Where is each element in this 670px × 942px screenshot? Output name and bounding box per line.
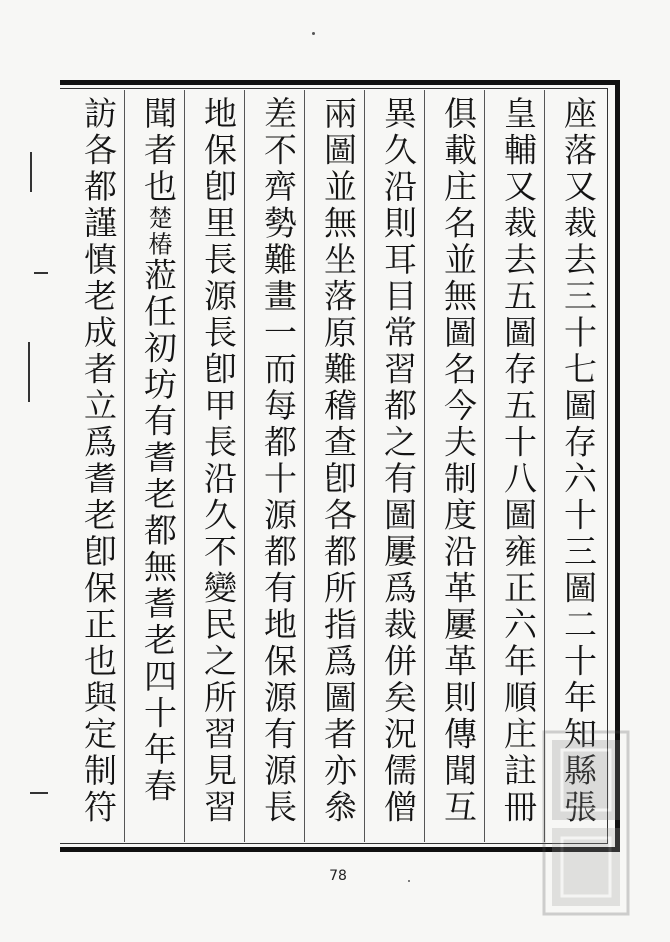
left-margin-binding (24, 92, 60, 852)
text-column-8-end: 蒞任初坊有耆老都無耆老四十年春 (139, 257, 178, 805)
text-column-8 (132, 96, 184, 842)
text-column-1: 座落又裁去三十七圖存六十三圖二十年知縣張 (559, 96, 598, 826)
paper-speck (312, 32, 315, 35)
paper-speck (408, 880, 410, 882)
margin-mark (28, 342, 30, 402)
text-columns (62, 96, 608, 842)
text-column-6: 差不齊勢難畫一而每都十源都有地保源有源長 (259, 96, 298, 826)
margin-mark (30, 152, 32, 192)
text-column-5: 兩圖並無坐落原難稽查卽各都所指爲圖者亦叅 (319, 96, 358, 826)
margin-mark (30, 792, 48, 794)
text-column-4: 異久沿則耳目常習都之有圖屢爲裁併矣況儒僧 (379, 96, 418, 826)
author-name-note: 楚椿 (144, 205, 172, 258)
text-column-8-start: 聞者也 (139, 96, 178, 206)
text-column-3: 俱載庄名並無圖名今夫制度沿革屢革則傳聞互 (439, 96, 478, 826)
page-number: 78 (329, 868, 347, 884)
library-stamp-icon (540, 728, 632, 918)
text-column-9: 訪各都謹慎老成者立爲耆老卽保正也與定制符 (79, 96, 118, 826)
text-column-2: 皇輔又裁去五圖存五十八圖雍正六年順庄註冊 (499, 96, 538, 826)
text-column-7: 地保卽里長源長卽甲長沿久不變民之所習見習 (199, 96, 238, 826)
margin-mark (34, 272, 48, 274)
